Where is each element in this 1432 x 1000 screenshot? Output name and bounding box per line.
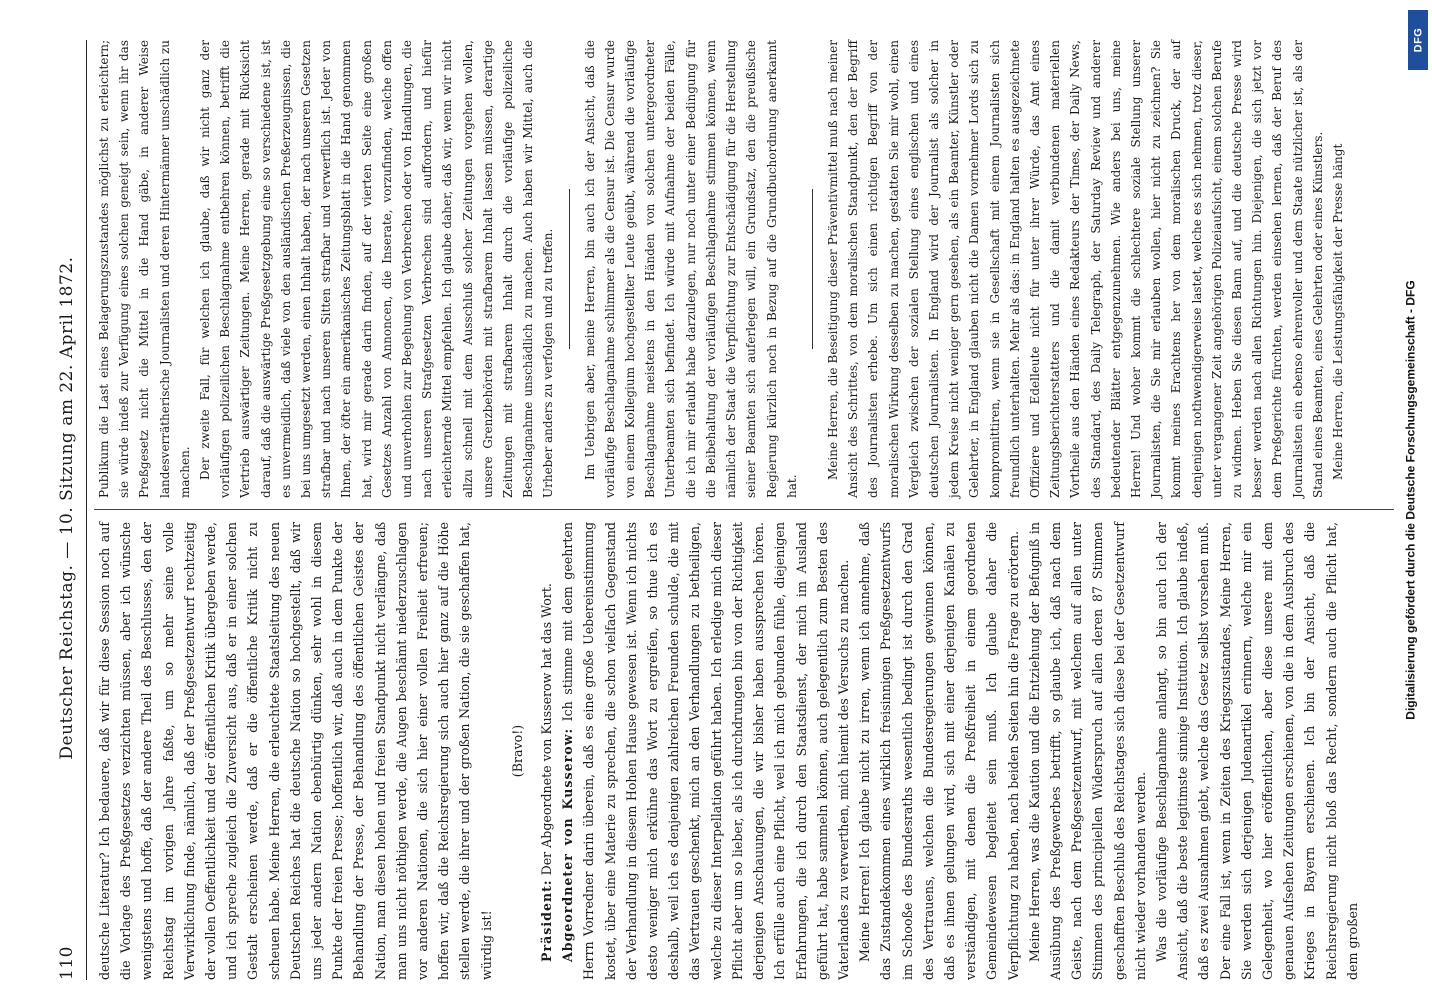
- section-rule: [569, 189, 570, 349]
- speaker-name: Präsident:: [539, 879, 555, 962]
- paragraph: Der zweite Fall, für welchen ich glaube, daß wir nicht ganz der vorläufigen polizeilichen Beschlagnahme entbehren können, betrifft die Vertrieb auswärtiger Zeitungen. Meine Herren, gerade mit Rücksicht darauf, daß die auswärtige Preßgesetzgebung eine so verschiedene ist, ist es unvermeidlich, daß viele von den ausländischen Preßerzeugnissen, die bei uns umgesetzt werden, einen Inhalt haben, der nach unseren Gesetzen strafbar und nach unseren Sitten strafbar und verwerflich ist. Jeder von Ihnen, der öfter ein amerikanisches Zeitungsblatt in die Hand genommen hat, wird mir gerade darin finden, auf der vierten Seite eine großen Gesetzes Anzahl von Annoncen, die Inserate, vorzufinden, welche offen und unverhohlen zur Begehung von Verbrechen oder von Handlungen, die nach unseren Strafgesetzen Verbrechen sind auffordern, und hiefür erleichternde Mittel empfehlen. Ich glaube daher, daß wir, wenn wir nicht allzu schnell mit dem Ausschluß solcher Zeitungen vorgehen wollen, unsere Grenzbehörden mit strafbarem Inhalt lassen müssen, derartige Zeitungen mit strafbarem Inhalt durch die vorläufige polizeiliche Beschlagnahme unschädlich zu machen. Auch haben wir Mittel, auch die Urheber anders zu verfolgen und zu treffen.: [198, 40, 556, 498]
- section-rule: [812, 189, 813, 349]
- digitization-credit: [1400, 12, 1425, 988]
- paragraph: deutsche Literatur? Ich bedauere, daß wir für diese Session noch auf die Vorlage des Preßgesetzes verzichten müssen, aber ich wünsche wenigstens und hoffe, daß der andere Theil des Beschlusses, den der Reichstag im vorigen Jahre faßte, um so mehr seine volle Verwirklichung finde, nämlich, daß der Preßgesetzentwurf rechtzeitig der vollen Oeffentlichkeit und der öffentlichen Kritik übergeben werde, und ich spreche zugleich die Zuversicht aus, daß er in einer solchen Gestalt erscheinen werde, daß er die öffentliche Kritik nicht zu scheuen habe. Meine Herren, die erleuchtete Staatsleitung des neuen Deutschen Reiches hat die deutsche Nation so hochgestellt, daß wir uns jeder andern Nation ebenbürtig dünken, sehr wohl in diesem Punkte der freien Presse; hoffentlich wir, daß auch in dem Punkte der Behandlung der Presse, der Behandlung des öffentlichen Geistes der Nation, man diesen hohen und freien Standpunkt nicht verlängne, daß man uns nicht nöthigen werde, die Augen beschämt niederzuschlagen vor anderen Nationen, die sich hier einer vollen Freiheit erfreuen; hoffen wir, daß die Reichsregierung sich auch hier ganz auf die Höhe stellen werde, die ihrer und der großen Nation, die sie geschaffen hat, würdig ist!: [97, 522, 494, 980]
- speech-text: Der Abgeordnete von Kusserow hat das Wort.: [539, 583, 555, 876]
- paragraph: Was die vorläufige Beschlagnahme anlangt, so bin auch ich der Ansicht, daß die beste legitimste sinnige Institution. Ich glaube indeß, daß es zwei Ausnahmen giebt, welche das Gesetz selbst vorsehen muß. Der eine Fall ist, wenn in Zeiten des Kriegszustandes, Meine Herren, Sie werden sich derjenigen Judenartikel erinnern, welche mir ein Gelegenheit, wo hier eröffentlichen, aber diese unsere mit dem genauen Aufsehen Zeitungen erschienen, von die in dem Ausbruch des Krieges in Bayern erschienen. Ich bin der Ansicht, daß die Reichsregierung nicht bloß das Recht, sondern auch die Pflicht hat, dem großen: [1153, 522, 1360, 980]
- speech-text: Ich stimme mit dem geehrten Herrn Vorredner darin überein, daß es eine große Uebereinstimmung kostet, über eine Materie zu sprechen, die schon vielfach Gegenstand der Verhandlung in diesem Hohen Hause gewesen ist. Wenn ich nichts desto weniger mich erkühne das Wort zu ergreifen, so thue ich es deshalb, weil ich es denjenigen zahlreichen Freunden schulde, die mit das Vertrauen geschenkt, mich an den Verhandlungen zu betheiligen, welche zu dieser Interpellation geführt haben. Ich erledige mich dieser Pflicht aber um so lieber, als ich durchdrungen bin von der Richtigkeit derjenigen Anschauungen, die wir bisher haben aussprechen hören. Ich erfülle auch eine Pflicht, weil ich mich gebunden fühle, diejenigen Erfahrungen, die ich durch den Staatsdienst, der mich im Ausland geführt hat, habe sammeln können, auch gelegentlich zum Besten des Vaterlandes zu verwerthen, mich hiemit des Versuchs zu machen.: [560, 522, 851, 980]
- page-number: 110: [57, 946, 77, 980]
- credit-text: Digitalisierung gefördert durch die Deutsche Forschungsgemeinschaft - DFG: [1404, 280, 1418, 720]
- paragraph: Meine Herren, die Beseitigung dieser Präventivmittel muß nach meiner Ansicht des Schrittes, von dem moralischen Standpunkt, den der Begriff des Journalisten erhebe. Um sich einen richtigen Begriff von der moralischen Wirkung desselben zu machen, gestatten Sie mir wohl, einen Vergleich zwischen der sozialen Stellung eines englischen und eines deutschen Journalisten. In England wird der Journalist als solcher in jedem Kreise nicht weniger gern gesehen, als ein Beamter, Künstler oder Gelehrter, in England glauben nicht die Damen vornehmer Lords sich zu kompromittiren, wenn sie in Gesellschaft mit einem Journalisten sich freundlich unterhalten. Mehr als das: in England halten es ausgezeichnete Offiziere und Edelleute nicht für unter ihrer Würde, das Amt eines Zeitungsberichterstatters und die damit verbundenen materiellen Vortheile aus den Händen eines Redakteurs der Times, der Daily News, des Standard, des Daily Telegraph, der Saturday Review und anderer bedeutender Blätter entgegenzunehmen. Wie anders bei uns, meine Herren! Und woher kommt die schlechtere soziale Stellung unserer Journalisten, die Sie mir erlauben wollen, hier nicht zu zeichnen? Sie kommt meines Erachtens her von dem moralischen Druck, der auf denjenigen nothwendigerweise lastet, welche es sich nehmen, trotz dieser, unter vergangener Zeit angehörigen Polizeiaufsicht, einem solchen Berufe zu widmen. Heben Sie diesen Bann auf, und die deutsche Presse wird besser werden nach allen Richtungen hin. Diejenigen, die sich jetzt vor dem Preßgerichte fürchten, werden einsehen lernen, daß der Beruf des Journalisten ein ebenso ehrenvoller und dem Staate nützlicher ist, als der Stand eines Beamten, eines Gelehrten oder eines Künstlers.: [825, 40, 1325, 498]
- header-rule: [86, 40, 87, 980]
- running-head: [50, 40, 84, 980]
- paragraph: Meine Herren! Ich glaube nicht zu irren, wenn ich annehme, daß das Zustandekommen eines wirklich freisinnigen Preßgesetzentwurfs im Schooße des Bundesraths wesentlich bedingt ist durch den Grad des Vertrauens, welchen die Bundesregierungen gewinnen können, daß es ihnen gelungen wird, sich mit einer derjenigen Kanälen zu verständigen, mit denen die Preßfreiheit in einem geordneten Gemeindewesen begleitet sein muß. Ich glaube daher die Verpflichtung zu haben, nach beiden Seiten hin die Frage zu erörtern.: [857, 522, 1021, 980]
- left-column: [94, 522, 1363, 980]
- paragraph: [536, 522, 557, 980]
- document-page: [42, 20, 1402, 1000]
- column-divider: [94, 509, 1394, 510]
- dfg-logo-text: DFG: [1412, 27, 1425, 53]
- speaker-name: Abgeordneter von Kusserow:: [560, 727, 576, 962]
- right-column: [94, 40, 1348, 498]
- paragraph: Meine Herren, die Leistungsfähigkeit der Presse hängt: [1330, 143, 1345, 480]
- paragraph: Publikum die Last eines Belagerungszustandes möglichst zu erleichtern; sie würde indeß zur Verfügung eines solchen geneigt sein, wenn ihr das Preßgesetz nicht die Mittel in die Hand gäbe, in anderer Weise landesverrätherische Journalisten und deren Hintermänner unschädlich zu machen.: [97, 40, 192, 498]
- paragraph: Im Uebrigen aber, meine Herren, bin auch ich der Ansicht, daß die vorläufige Beschlagnahme schlimmer als die Censur ist. Die Censur wurde von einem Kollegium hochgestellter Leute geübt, während die vorläufige Beschlagnahme meistens in den Händen von solchen untergeordneter Unterbeamten sich befindet. Ich würde mit Aufnahme der beiden Fälle, die ich mir erlaubt habe darzulegen, nur noch unter einer Bedingung für die Beibehaltung der vorläufigen Beschlagnahme stimmen können, wenn nämlich der Staat die Verpflichtung zur Entschädigung für die Herstellung seiner Beamten sich auferlegen will, ein Grundsatz, den die preußische Regierung kürzlich noch in Bezug auf die Grundbuchordnung anerkannt hat.: [582, 40, 799, 498]
- running-title: Deutscher Reichstag. — 10. Sitzung am 22. April 1872.: [57, 256, 77, 760]
- paragraph: Meine Herren, was die Kaution und die Entziehung der Befugniß in Ausübung des Preßgewerbes betrifft, so glaube ich, daß nach dem Geiste, nach dem Preßgesetzentwurf, mit welchem auf allen unter Stimmen des principiellen Widerspruch auf allen deren 87 Stimmen geschafften Beschluß des Reichstages sich diese bei der Gesetzentwurf nicht wieder vorhanden werden.: [1026, 522, 1148, 980]
- paragraph: [557, 522, 854, 980]
- applause-note: (Bravo!): [509, 724, 525, 778]
